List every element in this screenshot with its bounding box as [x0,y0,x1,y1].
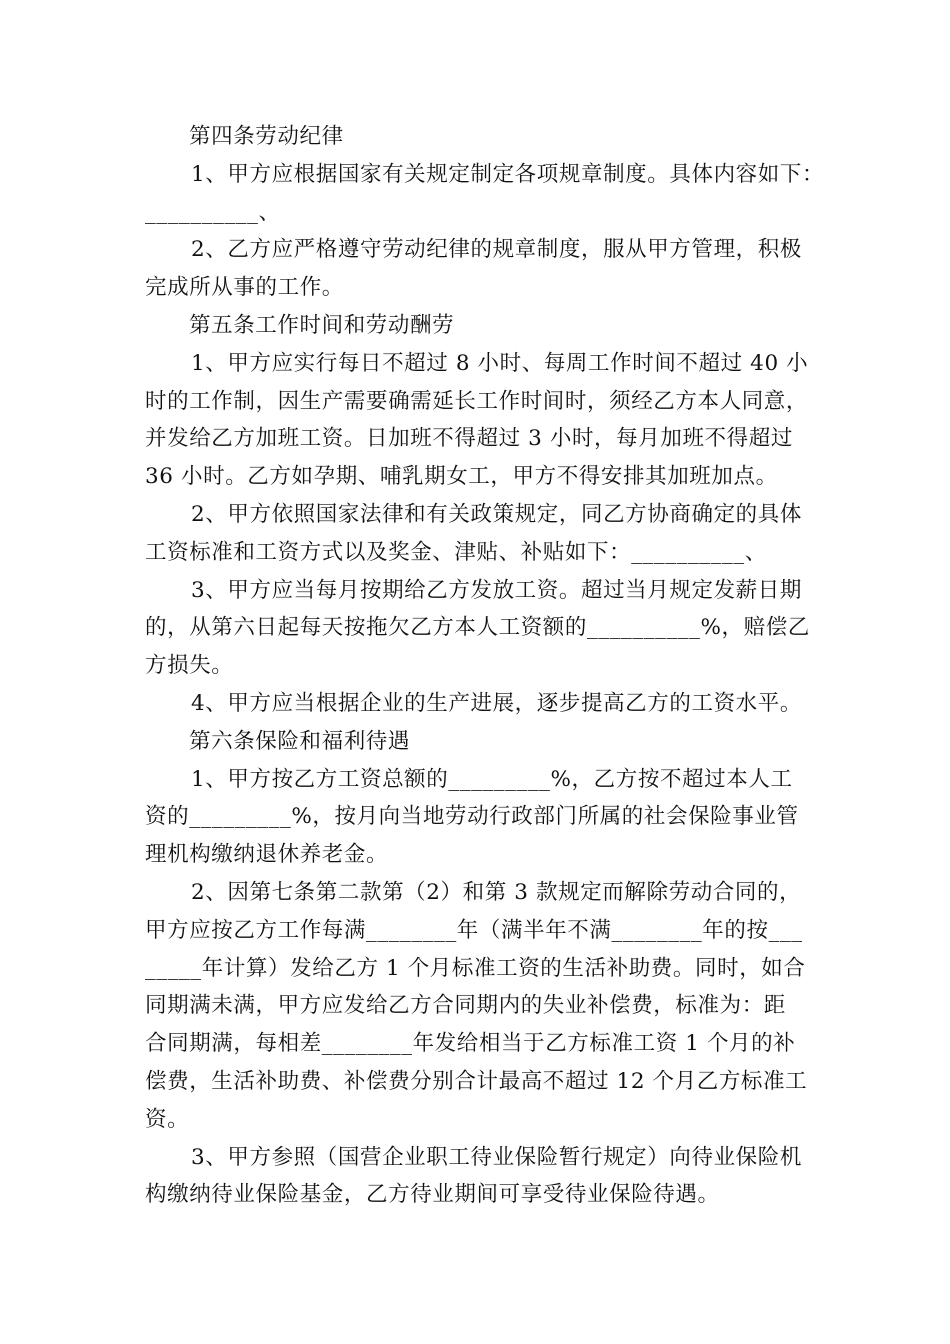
clause-text: 4、甲方应当根据企业的生产进展，逐步提高乙方的工资水平。 [191,690,802,716]
document-page [145,118,825,1214]
clause-text: 1、甲方按乙方工资总额的_________%，乙方按不超过本人工 [191,766,793,792]
clause-text: 2、乙方应严格遵守劳动纪律的规章制度，服从甲方管理，积极 [191,237,802,263]
clause-text: 1、甲方应根据国家有关规定制定各项规章制度。具体内容如下： [191,161,825,187]
clause-text: 2、因第七条第二款第（2）和第 3 款规定而解除劳动合同的， [191,879,802,905]
clause-text: 偿费，生活补助费、补偿费分别合计最高不超过 12 个月乙方标准工 [145,1068,808,1094]
clause-text: 甲方应按乙方工作每满________年（满半年不满________年的按___ [145,917,803,943]
clause-text: 理机构缴纳退休养老金。 [145,842,389,868]
clause-text: 构缴纳待业保险基金，乙方待业期间可享受待业保险待遇。 [145,1182,720,1208]
clause-text: 36 小时。乙方如孕期、哺乳期女工，甲方不得安排其加班加点。 [145,464,778,490]
clause-text: 工资标准和工资方式以及奖金、津贴、补贴如下：__________、 [145,539,767,565]
clause-text: 1、甲方应实行每日不超过 8 小时、每周工作时间不超过 40 小 [191,350,809,376]
clause-text: 资的_________%，按月向当地劳动行政部门所属的社会保险事业管 [145,804,799,830]
clause-text: 方损失。 [145,653,234,679]
clause-text: 完成所从事的工作。 [145,275,344,301]
article-heading: 第六条保险和福利待遇 [189,728,411,754]
clause-text: 并发给乙方加班工资。日加班不得超过 3 小时，每月加班不得超过 [145,426,793,452]
article-heading: 第五条工作时间和劳动酬劳 [189,312,455,338]
clause-text: 2、甲方依照国家法律和有关政策规定，同乙方协商确定的具体 [191,501,802,527]
clause-text: 的，从第六日起每天按拖欠乙方本人工资额的__________%，赔偿乙 [145,615,810,641]
clause-text: _____年计算）发给乙方 1 个月标准工资的生活补助费。同时，如合 [145,955,806,981]
clause-text: 3、甲方参照（国营企业职工待业保险暂行规定）向待业保险机 [191,1144,802,1170]
blank-line: __________、 [145,199,281,225]
clause-text: 资。 [145,1106,190,1132]
clause-text: 时的工作制，因生产需要确需延长工作时间时，须经乙方本人同意， [145,388,809,414]
clause-text: 同期满未满，甲方应发给乙方合同期内的失业补偿费，标准为：距 [145,993,786,1019]
clause-text: 3、甲方应当每月按期给乙方发放工资。超过当月规定发薪日期 [191,577,802,603]
clause-text: 合同期满，每相差________年发给相当于乙方标准工资 1 个月的补 [145,1031,796,1057]
article-heading: 第四条劳动纪律 [189,124,344,149]
